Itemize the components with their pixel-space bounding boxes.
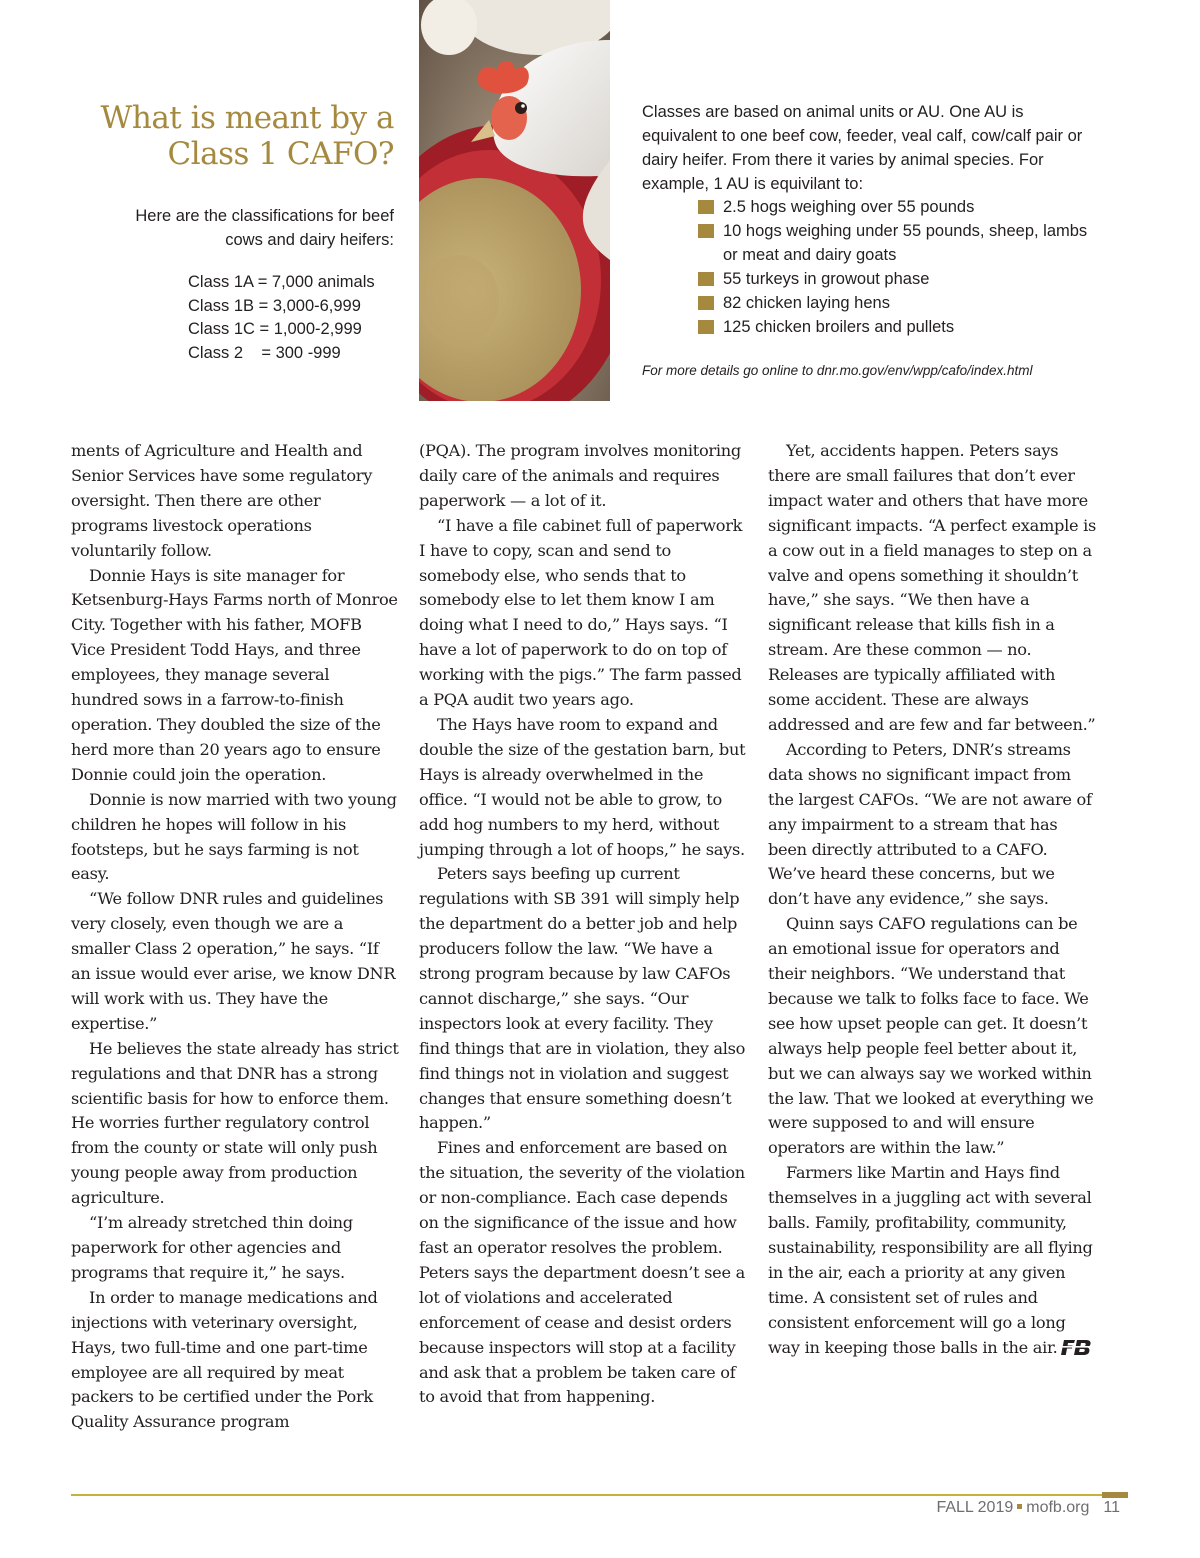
square-bullet-icon: [698, 200, 714, 214]
square-bullet-icon: [698, 296, 714, 310]
au-item-text: 125 chicken broilers and pullets: [723, 318, 955, 336]
au-item-text: 82 chicken laying hens: [723, 294, 890, 312]
paragraph: He believes the state already has strict regulations and that DNR has a strong scientific basis for how to enforce them. He worries further regulatory control from the county or state will only push young people away from production agriculture.: [71, 1038, 399, 1208]
site-link[interactable]: mofb.org: [1026, 1499, 1090, 1516]
footer-tab: [1102, 1492, 1128, 1498]
paragraph: Quinn says CAFO regulations can be an emotional issue for operators and their neighbors. “We understand that because we talk to folks face to face. We see how upset people can get. It doesn’t always help people feel better about it, but we can always say we worked within the law. That we looked at everything we were supposed to and will ensure operators are within the law.”: [768, 914, 1094, 1158]
chicken-illustration: [419, 0, 610, 401]
paragraph: According to Peters, DNR’s streams data shows no significant impact from the largest CAFOs. “We are not aware of any impairment to a stream that has been directly attributed to a CAFO. We’ve heard these concerns, but we don’t have any evidence,” she says.: [768, 739, 1092, 909]
page-number: 11: [1103, 1499, 1120, 1516]
au-item: [698, 315, 1098, 339]
last-paragraph: [768, 1161, 1096, 1360]
class-item: Class 1A = 7,000 animals: [188, 273, 375, 291]
details-link-note: For more details go online to dnr.mo.gov/env/wpp/cafo/index.html: [642, 363, 1033, 378]
square-bullet-icon: [698, 224, 714, 238]
square-separator-icon: [1017, 1504, 1022, 1509]
paragraph-text: Farmers like Martin and Hays find themselves in a juggling act with several balls. Family, profitability, community, sustainability, responsibility are all flying in the air, each a priority at any given time. A consistent set of rules and consistent enforcement will go a long way in keeping those balls in the air.: [768, 1163, 1093, 1357]
paragraph: “We follow DNR rules and guidelines very closely, even though we are a smaller Class 2 operation,” he says. “If an issue would ever arise, we know DNR will work with us. They have the expertise.”: [71, 889, 396, 1033]
class-list: [188, 271, 408, 365]
au-item-text: 10 hogs weighing under 55 pounds, sheep, lambs or meat and dairy goats: [723, 222, 1088, 264]
paragraph: (PQA). The program involves monitoring daily care of the animals and requires paperwork — a lot of it.: [419, 441, 741, 510]
paragraph: The Hays have room to expand and double the size of the gestation barn, but Hays is already overwhelmed in the office. “I would not be able to grow, to add hog numbers to my herd, without jumping through a lot of hoops,” he says.: [419, 714, 746, 859]
paragraph: Fines and enforcement are based on the situation, the severity of the violation or non-compliance. Each case depends on the significance of the issue and how fast an operator resolves the problem. Peters says the department doesn’t see a lot of violations and accelerated enforcement of cease and desist orders because inspectors will stop at a facility and ask that a problem be taken care of to avoid that from happening.: [419, 1138, 745, 1407]
mofb-logo-icon: [1061, 1340, 1091, 1355]
paragraph: Yet, accidents happen. Peters says there are small failures that don’t ever impact water and others that have more significant impacts. “A perfect example is a cow out in a field manages to step on a valve and opens something it shouldn’t have,” she says. “We then have a significant release that kills fish in a stream. Are these common — no. Releases are typically affiliated with some accident. These are always addressed and are few and far between.”: [768, 441, 1096, 734]
article-column-2: [419, 439, 747, 1410]
class-item: Class 1B = 3,000-6,999: [188, 296, 361, 315]
au-item-text: 2.5 hogs weighing over 55 pounds: [723, 198, 975, 216]
article-column-1: [71, 439, 399, 1435]
issue-label: FALL 2019: [936, 1499, 1014, 1516]
class-item: Class 1C = 1,000-2,999: [188, 320, 362, 338]
page-footer: [936, 1499, 1120, 1517]
class-item: Class 2 = 300 -999: [188, 343, 341, 362]
paragraph: Donnie Hays is site manager for Ketsenburg-Hays Farms north of Monroe City. Together with his father, MOFB Vice President Todd Hays, and three employees, they manage several hundred sows in a farrow-to-finish operation. They doubled the size of the herd more than 20 years ago to ensure Donnie could join the operation.: [71, 565, 398, 784]
au-item: [698, 291, 1098, 315]
paragraph: Donnie is now married with two young children he hopes will follow in his footsteps, but he says farming is not easy.: [71, 789, 397, 884]
article-column-3: [768, 439, 1096, 1361]
square-bullet-icon: [698, 272, 714, 286]
au-item: [698, 219, 1098, 267]
animal-unit-text: Classes are based on animal units or AU. One AU is equivalent to one beef cow, feeder, veal calf, cow/calf pair or dairy heifer. From there it varies by animal species. For example, 1 AU is equivilant to:: [642, 103, 1083, 193]
animal-unit-list: [698, 195, 1098, 339]
paragraph: ments of Agriculture and Health and Senior Services have some regulatory oversight. Then there are other programs livestock operations voluntarily follow.: [71, 441, 373, 560]
chicken-photo: [419, 0, 610, 401]
square-bullet-icon: [698, 320, 714, 334]
paragraph: “I’m already stretched thin doing paperwork for other agencies and programs that require it,” he says.: [71, 1213, 353, 1282]
paragraph: “I have a file cabinet full of paperwork I have to copy, scan and send to somebody else, who sends that to somebody else to let them know I am doing what I need to do,” Hays says. “I have a lot of paperwork to do on top of working with the pigs.” The farm passed a PQA audit two years ago.: [419, 515, 743, 710]
footer-rule: [71, 1494, 1128, 1496]
au-item: [698, 267, 1098, 291]
paragraph: Peters says beefing up current regulations with SB 391 will simply help the department do a better job and help producers follow the law. “We have a strong program because by law CAFOs cannot discharge,” she says. “Our inspectors look at every facility. They find things that are in violation, they also find things not in violation and suggest changes that ensure something doesn’t happen.”: [419, 864, 746, 1133]
sidebar-intro: Here are the classifications for beef cows and dairy heifers:: [135, 207, 394, 249]
paragraph: In order to manage medications and injections with veterinary oversight, Hays, two full-time and one part-time employee are all required by meat packers to be certified under the Pork Quality Assurance program: [71, 1287, 378, 1432]
sidebar-title: What is meant by a Class 1 CAFO?: [100, 100, 394, 172]
au-item: [698, 195, 1098, 219]
au-item-text: 55 turkeys in growout phase: [723, 270, 930, 288]
